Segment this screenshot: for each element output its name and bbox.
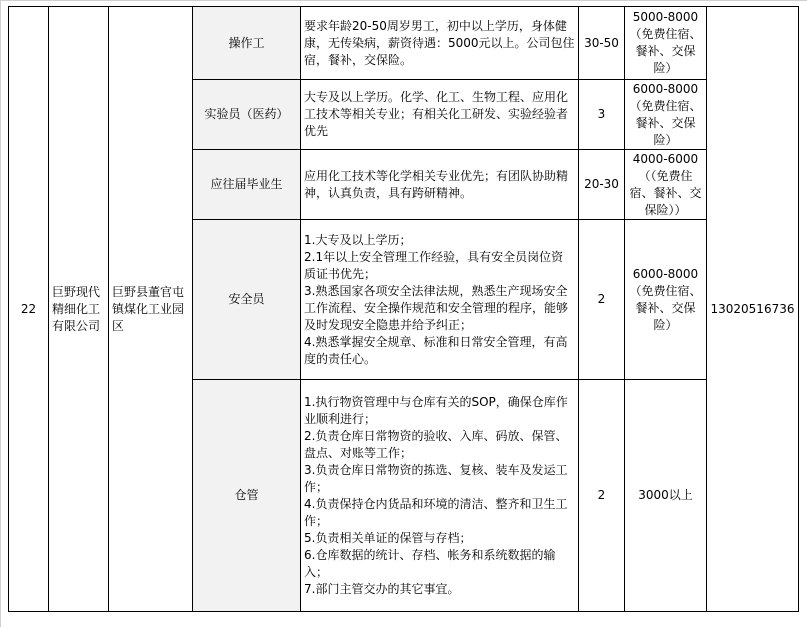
company-name-cell: 巨野现代精细化工有限公司	[49, 7, 109, 612]
job-table	[8, 6, 799, 612]
headcount-cell: 30-50	[579, 7, 625, 80]
salary-cell: 4000-6000（（免费住宿、餐补、交保险））	[625, 150, 707, 220]
headcount-cell: 2	[579, 220, 625, 380]
requirement-line: 6.仓库数据的统计、存档、帐务和系统数据的输入；	[304, 547, 556, 579]
requirement-line: 4.熟悉掌握安全规章、标准和日常安全管理，有高度的责任心。	[304, 334, 568, 366]
job-requirements-cell	[301, 220, 579, 380]
phone-cell: 13020516736	[707, 7, 799, 612]
requirement-line: 1.执行物资管理中与仓库有关的SOP，确保仓库作业顺利进行；	[304, 394, 568, 426]
requirement-line: 2.1年以上安全管理工作经验，具有安全员岗位资质证书优先；	[304, 249, 564, 281]
job-requirements-cell	[301, 380, 579, 612]
requirement-line: 5.负责相关单证的保管与存档；	[304, 530, 472, 545]
requirement-line: 要求年龄20-50周岁男工，初中以上学历，身体健康，无传染病，薪资待遇：5000元以上。公司包住宿，餐补，交保险。	[304, 18, 575, 67]
seq-cell: 22	[9, 7, 49, 612]
requirement-line: 应用化工技术等化学相关专业优先；有团队协助精神，认真负责，具有跨研精神。	[304, 168, 569, 200]
headcount-cell: 20-30	[579, 150, 625, 220]
requirement-line: 3.负责仓库日常物资的拣选、复核、装车及发运工作；	[304, 462, 568, 494]
headcount-cell: 3	[579, 80, 625, 150]
salary-cell: 5000-8000（免费住宿、餐补、交保险）	[625, 7, 707, 80]
job-title-cell: 安全员	[193, 220, 301, 380]
headcount-cell: 2	[579, 380, 625, 612]
requirement-line: 2.负责仓库日常物资的验收、入库、码放、保管、盘点、对账等工作；	[304, 428, 568, 460]
job-title-cell: 应往届毕业生	[193, 150, 301, 220]
job-title-cell: 操作工	[193, 7, 301, 80]
location-cell: 巨野县董官屯镇煤化工业园区	[109, 7, 193, 612]
salary-cell: 6000-8000（免费住宿、餐补、交保险）	[625, 220, 707, 380]
requirement-line: 3.熟悉国家各项安全法律法规，熟悉生产现场安全工作流程、安全操作规范和安全管理的程序，能够及时发现安全隐患并给予纠正；	[304, 283, 569, 332]
salary-cell: 6000-8000（免费住宿、餐补、交保险）	[625, 80, 707, 150]
job-title-cell: 仓管	[193, 380, 301, 612]
requirement-line: 1.大专及以上学历；	[304, 232, 412, 247]
job-requirements-cell	[301, 7, 579, 80]
requirement-line: 4.负责保持仓内货品和环境的清洁、整齐和卫生工作；	[304, 496, 568, 528]
job-requirements-cell	[301, 80, 579, 150]
salary-cell: 3000以上	[625, 380, 707, 612]
requirement-line: 大专及以上学历。化学、化工、生物工程、应用化工技术等相关专业；有相关化工研发、实验经验者优先	[304, 90, 569, 138]
job-requirements-cell	[301, 150, 579, 220]
job-title-cell: 实验员（医药）	[193, 80, 301, 150]
requirement-line: 7.部门主管交办的其它事宜。	[304, 581, 460, 596]
